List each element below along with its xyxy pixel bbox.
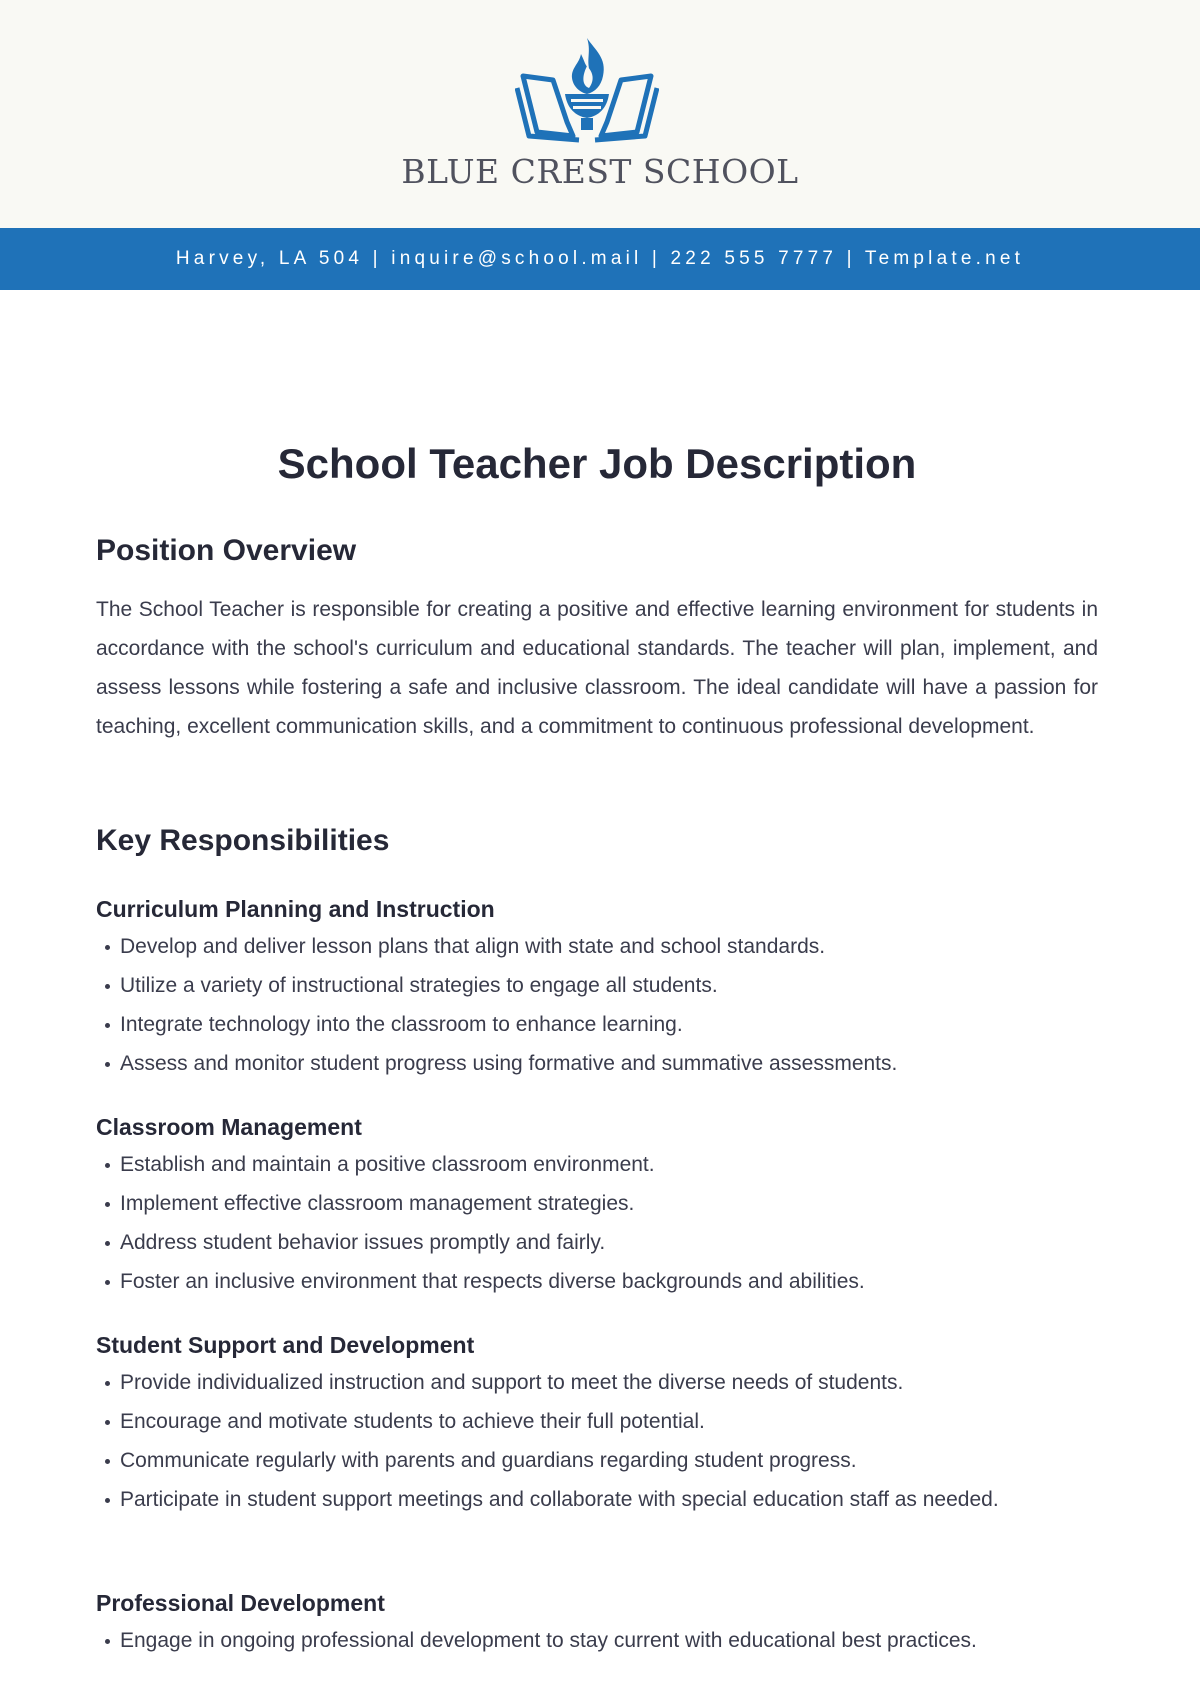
list-item: Establish and maintain a positive classroom environment. <box>96 1145 1074 1184</box>
section-professional-development <box>96 1587 1098 1660</box>
list-item: Address student behavior issues promptly and fairly. <box>96 1223 1074 1262</box>
letterhead <box>0 0 1200 228</box>
list-item: Encourage and motivate students to achieve their full potential. <box>96 1402 1074 1441</box>
section-title: Classroom Management <box>96 1114 362 1140</box>
overview-heading: Position Overview <box>96 534 357 567</box>
section-curriculum <box>96 893 1098 1083</box>
page-title: School Teacher Job Description <box>277 440 917 487</box>
contact-line: Harvey, LA 504 | inquire@school.mail | 222 555 7777 | Template.net <box>175 248 1025 269</box>
torch-book-logo-icon <box>515 36 659 148</box>
section-title: Curriculum Planning and Instruction <box>96 896 495 922</box>
school-name: BLUE CREST SCHOOL <box>401 152 799 191</box>
section-title: Professional Development <box>96 1590 385 1616</box>
bullet-list <box>96 1363 1098 1519</box>
list-item: Participate in student support meetings and collaborate with special education staff as needed. <box>96 1480 1074 1519</box>
responsibilities-heading: Key Responsibilities <box>96 824 390 857</box>
bullet-list <box>96 1145 1098 1301</box>
bullet-list <box>96 927 1098 1083</box>
section-classroom-management <box>96 1111 1098 1301</box>
list-item: Develop and deliver lesson plans that align with state and school standards. <box>96 927 1074 966</box>
list-item: Foster an inclusive environment that respects diverse backgrounds and abilities. <box>96 1262 1074 1301</box>
section-student-support <box>96 1329 1098 1519</box>
list-item: Communicate regularly with parents and guardians regarding student progress. <box>96 1441 1074 1480</box>
overview-text: The School Teacher is responsible for creating a positive and effective learning environment for students in accordance with the school's curriculum and educational standards. The teacher will plan, implement, and assess lessons while fostering a safe and inclusive classroom. The ideal candidate will have a passion for teaching, excellent communication skills, and a commitment to continuous professional development. <box>96 598 1098 738</box>
list-item: Provide individualized instruction and support to meet the diverse needs of students. <box>96 1363 1074 1402</box>
bullet-list <box>96 1621 1098 1660</box>
list-item: Utilize a variety of instructional strategies to engage all students. <box>96 966 1074 1005</box>
section-title: Student Support and Development <box>96 1332 475 1358</box>
list-item: Implement effective classroom management strategies. <box>96 1184 1074 1223</box>
list-item: Assess and monitor student progress using formative and summative assessments. <box>96 1044 1074 1083</box>
list-item: Integrate technology into the classroom to enhance learning. <box>96 1005 1074 1044</box>
contact-bar <box>0 228 1200 290</box>
list-item: Engage in ongoing professional development to stay current with educational best practices. <box>96 1621 1074 1660</box>
